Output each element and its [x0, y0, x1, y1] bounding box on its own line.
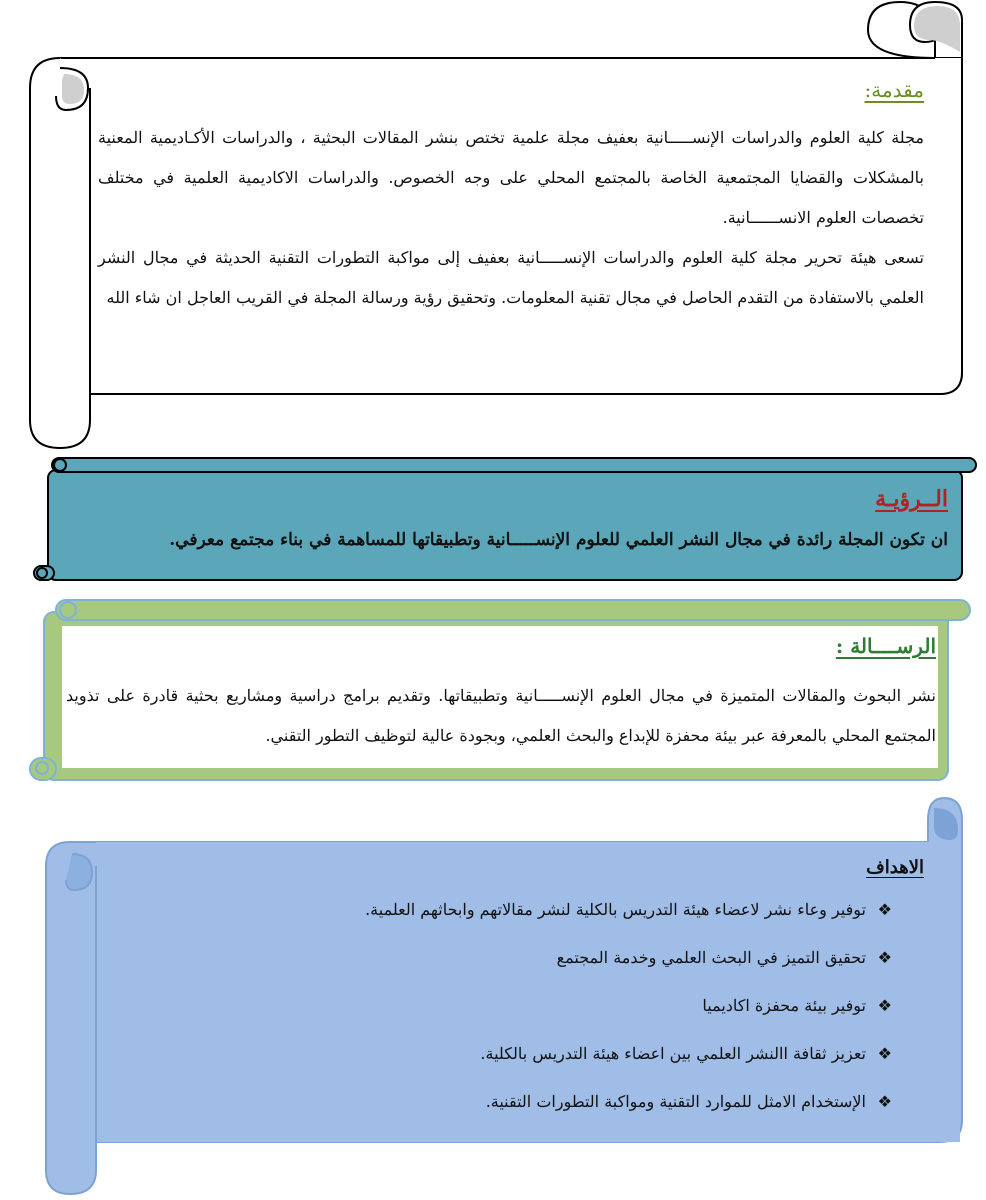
diamond-bullet-icon: ❖	[877, 996, 892, 1015]
vision-heading: الــرؤيـة	[875, 486, 948, 512]
goal-text: تعزيز ثقافة االنشر العلمي بين اعضاء هيئة التدريس بالكلية.	[480, 1044, 866, 1063]
diamond-bullet-icon: ❖	[877, 948, 892, 967]
diamond-bullet-icon: ❖	[877, 900, 892, 919]
goal-item	[152, 1092, 892, 1140]
goal-item	[152, 1044, 892, 1092]
goal-item	[152, 900, 892, 948]
message-body	[66, 676, 936, 756]
intro-body	[98, 118, 924, 318]
intro-paragraph: مجلة كلية العلوم والدراسات الإنســـــانية بعفيف مجلة علمية تختص بنشر المقالات البحثية ، والدراسات الأكـاديمية المعنية بالمشكلات والقضايا المجتمعية الخاصة بالمجتمع المحلي على وجه الخصوص. والدراسات الاكاديمية العلمية في مختلف تخصصات العلوم الانســــــانية.	[98, 128, 924, 227]
vision-scroll-shape	[34, 458, 976, 580]
goal-text: تحقيق التميز في البحث العلمي وخدمة المجتمع	[556, 948, 866, 967]
message-heading: الرســــالة :	[835, 634, 936, 658]
intro-heading: مقدمة:	[864, 78, 924, 102]
goals-list	[152, 900, 892, 1140]
goal-item	[152, 948, 892, 996]
goal-text: توفير وعاء نشر لاعضاء هيئة التدريس بالكلية لنشر مقالاتهم وابحاثهم العلمية.	[365, 900, 866, 919]
vision-text: ان تكون المجلة رائدة في مجال النشر العلمي للعلوم الإنســـــانية وتطبيقاتها للمساهمة في بناء مجتمع معرفي.	[169, 530, 948, 550]
goal-item	[152, 996, 892, 1044]
diamond-bullet-icon: ❖	[877, 1044, 892, 1063]
goal-text: توفير بيئة محفزة اكاديميا	[702, 996, 866, 1015]
goals-heading: الاهداف	[866, 857, 924, 878]
diamond-bullet-icon: ❖	[877, 1092, 892, 1111]
goal-text: الإستخدام الامثل للموارد التقنية ومواكبة التطورات التقنية.	[485, 1092, 866, 1111]
intro-paragraph: تسعى هيئة تحرير مجلة كلية العلوم والدراسات الإنســـــانية بعفيف إلى مواكبة التطورات التقنية الحديثة في مجال النشر العلمي بالاستفادة من التقدم الحاصل في مجال تقنية المعلومات. وتحقيق رؤية ورسالة المجلة في القريب العاجل ان شاء الله	[98, 248, 924, 307]
message-text: نشر البحوث والمقالات المتميزة في مجال العلوم الإنســـــانية وتطبيقاتها. وتقديم برامج دراسية ومشاريع بحثية قادرة على تذويد المجتمع المحلي بالمعرفة عبر بيئة محفزة للإبداع والبحث العلمي، وبجودة عالية لتوظيف التطور التقني.	[66, 686, 936, 745]
